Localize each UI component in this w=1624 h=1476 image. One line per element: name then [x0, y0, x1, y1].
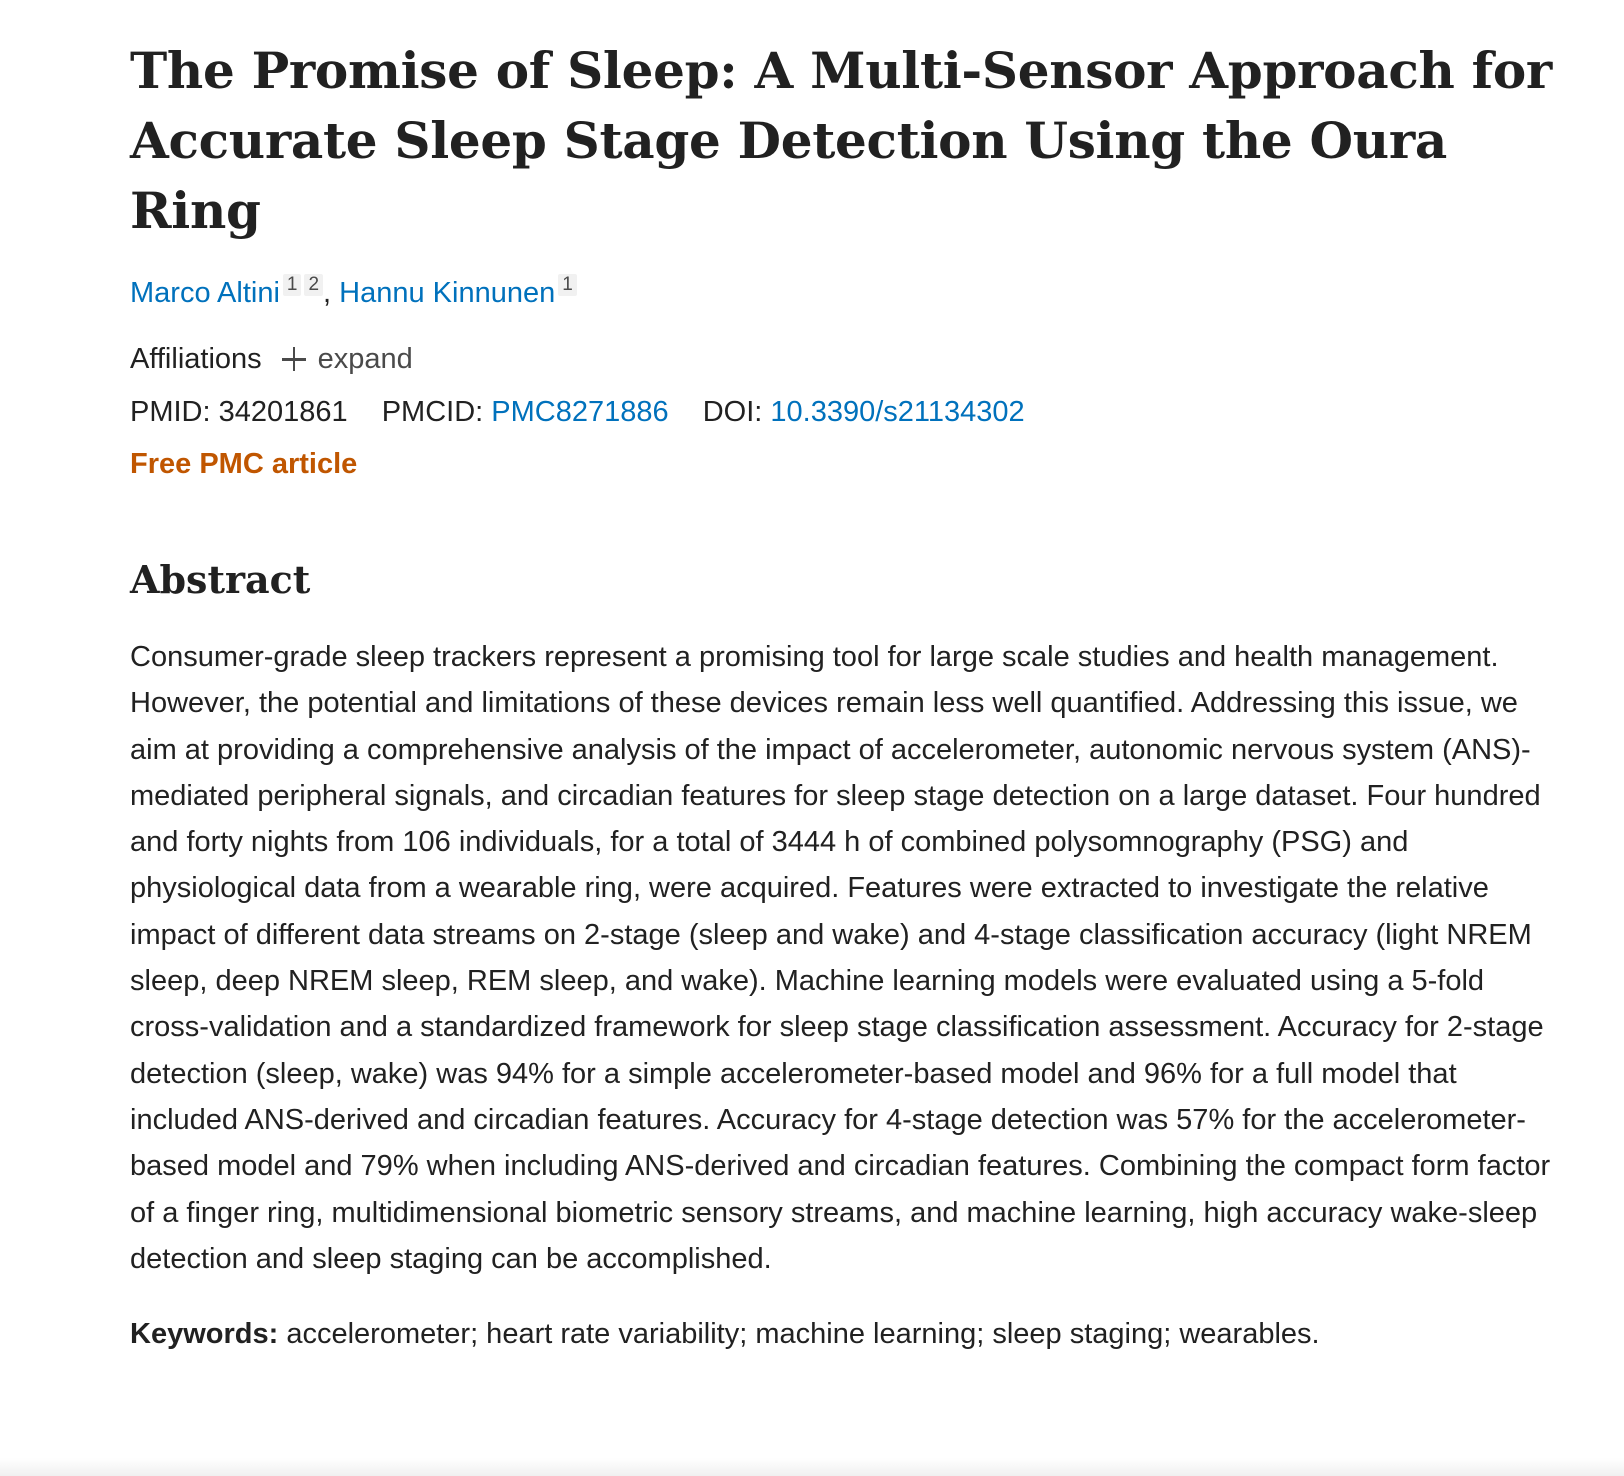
author-link-marco-altini[interactable]: Marco Altini — [130, 277, 280, 309]
pmcid-group — [382, 396, 677, 428]
author-separator: , — [323, 277, 332, 309]
expand-label: expand — [317, 342, 413, 375]
pmid-label: PMID: — [130, 396, 211, 428]
affiliation-marker[interactable]: 1 — [283, 274, 302, 296]
author-link-hannu-kinnunen[interactable]: Hannu Kinnunen — [339, 277, 556, 309]
affiliation-marker[interactable]: 1 — [558, 274, 577, 296]
bottom-shadow — [0, 1458, 1624, 1476]
affiliation-marker[interactable]: 2 — [304, 274, 323, 296]
free-pmc-article-link[interactable]: Free PMC article — [130, 448, 358, 480]
expand-affiliations-button[interactable] — [282, 343, 413, 376]
article-page — [130, 36, 1570, 1352]
pmid-value: 34201861 — [218, 396, 348, 428]
affiliations-label: Affiliations — [130, 343, 262, 375]
doi-link[interactable]: 10.3390/s21134302 — [770, 396, 1025, 428]
abstract-text: Consumer-grade sleep trackers represent a promising tool for large scale studies and health management. However, the potential and limitations of these devices remain less well quantified. Addressing this issue, we aim at providing a comprehensive analysis of the impact of accelerometer, autonomic nervous system (ANS)-mediated peripheral signals, and circadian features for sleep stage detection on a large dataset. Four hundred and forty nights from 106 individuals, for a total of 3444 h of combined polysomnography (PSG) and physiological data from a wearable ring, were acquired. Features were extracted to investigate the relative impact of different data streams on 2-stage (sleep and wake) and 4-stage classification accuracy (light NREM sleep, deep NREM sleep, REM sleep, and wake). Machine learning models were evaluated using a 5-fold cross-validation and a standardized framework for sleep stage classification assessment. Accuracy for 2-stage detection (sleep, wake) was 94% for a simple accelerometer-based model and 96% for a full model that included ANS-derived and circadian features. Accuracy for 4-stage detection was 57% for the accelerometer-based model and 79% when including ANS-derived and circadian features. Combining the compact form factor of a finger ring, multidimensional biometric sensory streams, and machine learning, high accuracy wake-sleep detection and sleep staging can be accomplished. — [130, 641, 1551, 1275]
identifiers-row — [130, 394, 1570, 430]
author-list — [130, 274, 1570, 311]
pmcid-link[interactable]: PMC8271886 — [491, 396, 669, 428]
plus-icon — [282, 347, 306, 371]
keywords-label: Keywords: — [130, 1318, 279, 1351]
article-title: The Promise of Sleep: A Multi-Sensor Approach for Accurate Sleep Stage Detection Using the Oura Ring — [130, 41, 1552, 240]
doi-group — [703, 396, 1025, 428]
keywords-row — [130, 1316, 1570, 1352]
pmcid-label: PMCID: — [381, 396, 484, 428]
abstract-heading: Abstract — [130, 557, 311, 602]
doi-label: DOI: — [702, 396, 763, 428]
keywords-text: accelerometer; heart rate variability; machine learning; sleep staging; wearables. — [286, 1318, 1320, 1351]
affiliations-row — [130, 341, 1570, 377]
pmid-group — [130, 396, 356, 428]
